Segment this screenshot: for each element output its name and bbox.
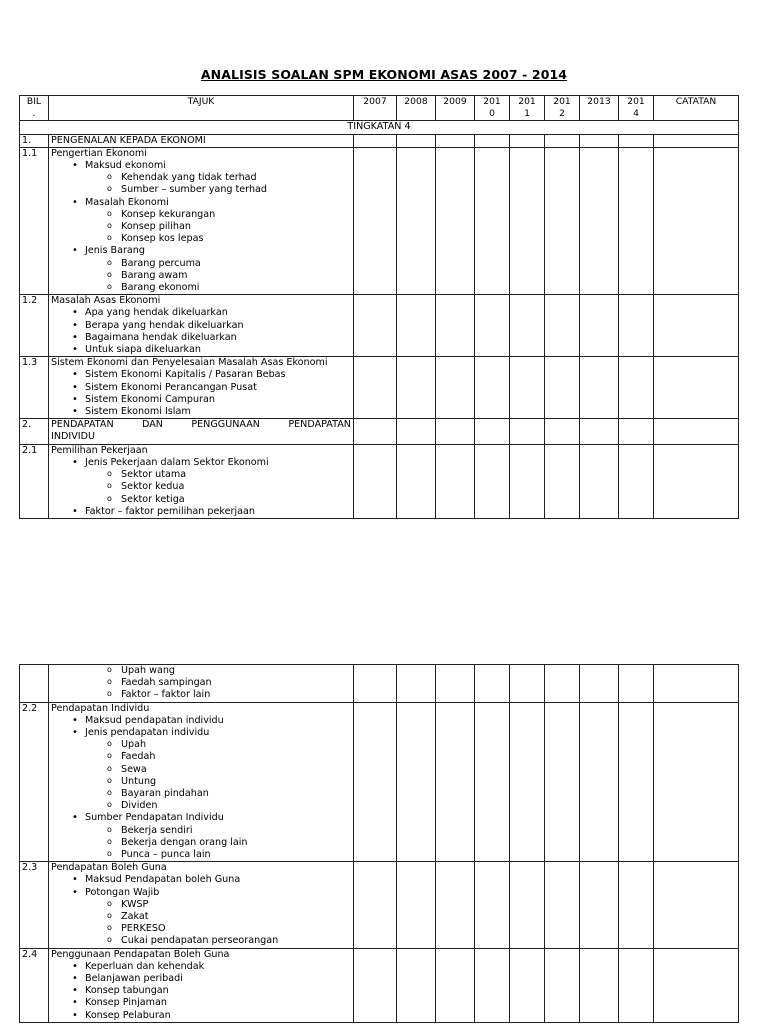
topic-row-2-3 <box>20 862 739 948</box>
list-item: • Jenis Barang <box>51 245 351 257</box>
sub-list-item: o Sektor ketiga <box>51 494 351 506</box>
list-item: • Konsep Pelaburan <box>51 1010 351 1022</box>
list-item: • Keperluan dan kehendak <box>51 961 351 973</box>
sub-list-item: o Sumber – sumber yang terhad <box>51 184 351 196</box>
list-item: • Jenis Pekerjaan dalam Sektor Ekonomi <box>51 457 351 469</box>
list-item: • Maksud Pendapatan boleh Guna <box>51 874 351 886</box>
sub-list-item: o Zakat <box>51 911 351 923</box>
topic-number: 2.1 <box>20 444 49 518</box>
list-item: • Sistem Ekonomi Campuran <box>51 394 351 406</box>
list-item: • Masalah Ekonomi <box>51 197 351 209</box>
topic-title: Pendapatan Individu <box>51 702 150 714</box>
topic-number: 1.1 <box>20 147 49 294</box>
topic-content <box>49 948 354 1022</box>
list-item: • Jenis pendapatan individu <box>51 727 351 739</box>
topic-content <box>49 862 354 948</box>
analysis-table-page-1 <box>19 95 739 519</box>
analysis-table-page-2 <box>19 664 739 1023</box>
sub-list-item: o Sektor kedua <box>51 481 351 493</box>
topic-list <box>51 961 351 1022</box>
topic-row-2-4 <box>20 948 739 1022</box>
header-bil: BIL . <box>20 96 49 121</box>
section-title: PENGENALAN KEPADA EKONOMI <box>49 134 354 147</box>
topic-content <box>49 702 354 862</box>
topic-content <box>49 147 354 294</box>
sub-list-item: o Barang percuma <box>51 258 351 270</box>
list-item: • Potongan Wajib <box>51 887 351 899</box>
topic-list <box>51 715 351 861</box>
topic-number: 2.3 <box>20 862 49 948</box>
header-catatan: CATATAN <box>654 96 739 121</box>
topic-row-1-3 <box>20 357 739 419</box>
topic-list <box>51 369 351 418</box>
list-item: • Maksud pendapatan individu <box>51 715 351 727</box>
sub-list-item: o Faktor – faktor lain <box>51 689 351 701</box>
header-year-2007: 2007 <box>354 96 397 121</box>
sub-list-item: o Dividen <box>51 800 351 812</box>
topic-content <box>49 295 354 357</box>
topic-list <box>51 457 351 518</box>
topic-number: 2.4 <box>20 948 49 1022</box>
topic-content <box>49 444 354 518</box>
sub-list-item: o Sektor utama <box>51 469 351 481</box>
tingkatan-row <box>20 121 739 134</box>
topic-number: 1.2 <box>20 295 49 357</box>
sub-list-item: o Konsep pilihan <box>51 221 351 233</box>
list-item: • Sistem Ekonomi Perancangan Pusat <box>51 382 351 394</box>
sub-list-item: o Upah wang <box>51 665 351 677</box>
topic-row-2-1 <box>20 444 739 518</box>
document-title: ANALISIS SOALAN SPM EKONOMI ASAS 2007 - 2014 <box>200 67 568 82</box>
sub-list-item: o Bekerja dengan orang lain <box>51 837 351 849</box>
header-tajuk: TAJUK <box>49 96 354 121</box>
topic-number: 1.3 <box>20 357 49 419</box>
sub-list-item: o Untung <box>51 776 351 788</box>
list-item: • Maksud ekonomi <box>51 160 351 172</box>
list-item: • Belanjawan peribadi <box>51 973 351 985</box>
topic-title: Pendapatan Boleh Guna <box>51 862 167 874</box>
topic-content <box>49 665 354 703</box>
section-number: 2. <box>20 419 49 444</box>
list-item: • Sumber Pendapatan Individu <box>51 812 351 824</box>
sub-list-item: o Barang awam <box>51 270 351 282</box>
sub-list-item: o Upah <box>51 739 351 751</box>
sub-list-item: o Bekerja sendiri <box>51 825 351 837</box>
sub-list-item: o Barang ekonomi <box>51 282 351 294</box>
sub-list-item: o Bayaran pindahan <box>51 788 351 800</box>
header-year-2012: 201 2 <box>545 96 580 121</box>
sub-list-item: o Cukai pendapatan perseorangan <box>51 935 351 947</box>
header-year-2011: 201 1 <box>510 96 545 121</box>
sub-list-item: o Faedah sampingan <box>51 677 351 689</box>
topic-list <box>51 874 351 947</box>
sub-list-item: o Punca – punca lain <box>51 849 351 861</box>
topic-number: 2.2 <box>20 702 49 862</box>
topic-title: Pengertian Ekonomi <box>51 147 147 159</box>
sub-list-item: o Konsep kos lepas <box>51 233 351 245</box>
sub-list-item: o PERKESO <box>51 923 351 935</box>
header-year-2010: 201 0 <box>475 96 510 121</box>
list-item: • Sistem Ekonomi Islam <box>51 406 351 418</box>
tingkatan-label: TINGKATAN 4 <box>20 121 739 134</box>
header-row <box>20 96 739 121</box>
topic-row-2-1-continued <box>20 665 739 703</box>
topic-number <box>20 665 49 703</box>
section-row-2 <box>20 419 739 444</box>
section-title: PENDAPATAN DAN PENGGUNAAN PENDAPATAN INDIVIDU <box>49 419 354 444</box>
header-year-2014: 201 4 <box>619 96 654 121</box>
list-item: • Berapa yang hendak dikeluarkan <box>51 320 351 332</box>
header-year-2008: 2008 <box>397 96 436 121</box>
topic-title: Sistem Ekonomi dan Penyelesaian Masalah Asas Ekonomi <box>51 357 328 369</box>
sub-list-item: o Konsep kekurangan <box>51 209 351 221</box>
header-year-2013: 2013 <box>580 96 619 121</box>
cell <box>354 134 397 147</box>
topic-title: Pemilihan Pekerjaan <box>51 444 148 456</box>
list-item: • Apa yang hendak dikeluarkan <box>51 307 351 319</box>
sub-list-item: o Faedah <box>51 751 351 763</box>
topic-row-1-1 <box>20 147 739 294</box>
topic-title: Penggunaan Pendapatan Boleh Guna <box>51 948 230 960</box>
topic-title: Masalah Asas Ekonomi <box>51 295 161 307</box>
topic-list <box>51 307 351 356</box>
topic-list <box>51 665 351 702</box>
header-year-2009: 2009 <box>436 96 475 121</box>
section-row-1 <box>20 134 739 147</box>
sub-list-item: o Kehendak yang tidak terhad <box>51 172 351 184</box>
topic-row-1-2 <box>20 295 739 357</box>
sub-list-item: o KWSP <box>51 899 351 911</box>
topic-content <box>49 357 354 419</box>
topic-row-2-2 <box>20 702 739 862</box>
list-item: • Faktor – faktor pemilihan pekerjaan <box>51 506 351 518</box>
list-item: • Konsep tabungan <box>51 985 351 997</box>
list-item: • Sistem Ekonomi Kapitalis / Pasaran Bebas <box>51 369 351 381</box>
section-number: 1. <box>20 134 49 147</box>
list-item: • Konsep Pinjaman <box>51 997 351 1009</box>
sub-list-item: o Sewa <box>51 764 351 776</box>
topic-list <box>51 160 351 294</box>
list-item: • Untuk siapa dikeluarkan <box>51 344 351 356</box>
list-item: • Bagaimana hendak dikeluarkan <box>51 332 351 344</box>
